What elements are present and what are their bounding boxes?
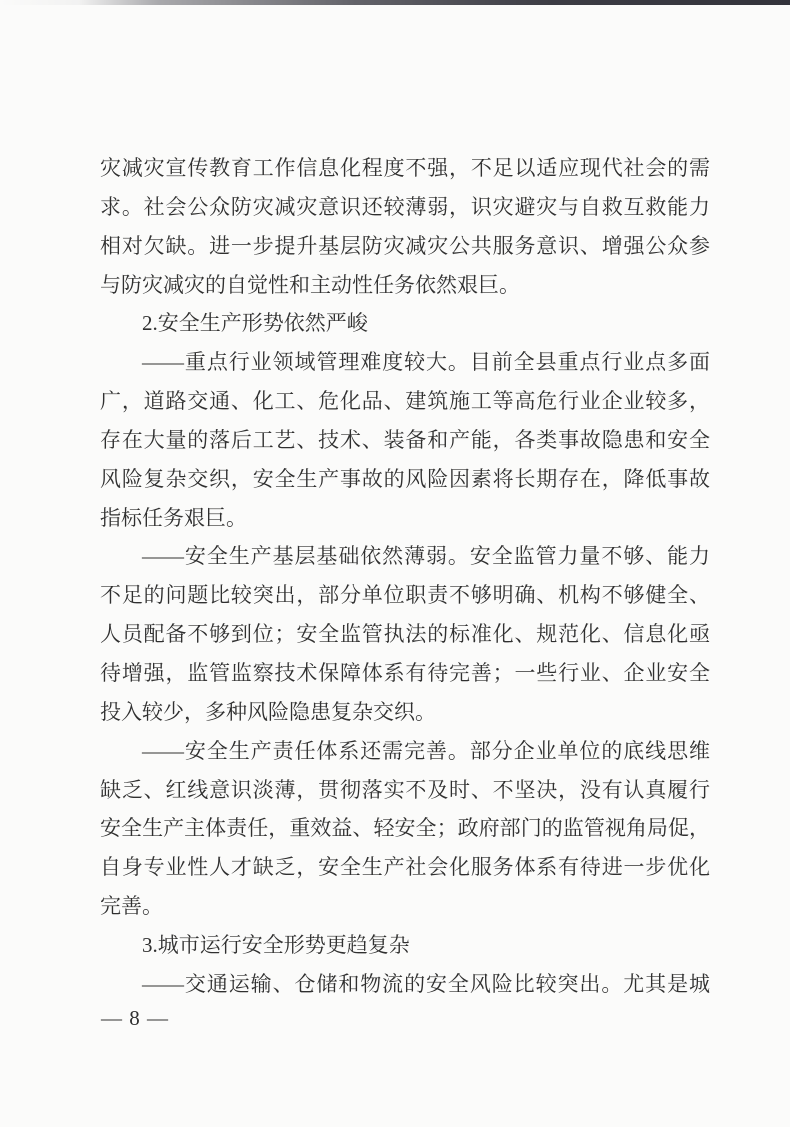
scan-artifact-top-edge <box>0 0 790 5</box>
text-line: 与防灾减灾的自觉性和主动性任务依然艰巨。 <box>100 272 520 297</box>
page-number: — 8 — <box>101 1006 169 1030</box>
text-line: 安全生产主体责任，重效益、轻安全；政府部门的监管视角局促， <box>100 816 710 841</box>
text-line: 风险复杂交织，安全生产事故的风险因素将长期存在，降低事故 <box>100 466 710 491</box>
text-line: 完善。 <box>100 894 163 919</box>
text-line: 待增强，监管监察技术保障体系有待完善；一些行业、企业安全 <box>100 660 710 685</box>
text-line: ——重点行业领域管理难度较大。目前全县重点行业点多面 <box>142 350 710 375</box>
section-heading: 2.安全生产形势依然严峻 <box>142 311 368 336</box>
document-body <box>100 149 710 1004</box>
text-line: 灾减灾宣传教育工作信息化程度不强，不足以适应现代社会的需 <box>100 156 710 180</box>
text-line: ——交通运输、仓储和物流的安全风险比较突出。尤其是城 <box>142 971 710 996</box>
section-heading: 3.城市运行安全形势更趋复杂 <box>142 932 410 957</box>
text-line: 相对欠缺。进一步提升基层防灾减灾公共服务意识、增强公众参 <box>100 233 710 258</box>
text-line: 投入较少，多种风险隐患复杂交织。 <box>100 699 436 724</box>
text-line: ——安全生产基层基础依然薄弱。安全监管力量不够、能力 <box>142 544 710 569</box>
text-line: 存在大量的落后工艺、技术、装备和产能，各类事故隐患和安全 <box>100 427 710 452</box>
text-line: 广，道路交通、化工、危化品、建筑施工等高危行业企业较多， <box>100 389 710 414</box>
text-line: 人员配备不够到位；安全监管执法的标准化、规范化、信息化亟 <box>100 622 710 647</box>
text-line: 自身专业性人才缺乏，安全生产社会化服务体系有待进一步优化 <box>100 855 710 880</box>
text-line: 求。社会公众防灾减灾意识还较薄弱，识灾避灾与自救互救能力 <box>100 194 710 219</box>
text-line: 指标任务艰巨。 <box>100 505 247 530</box>
text-line: 缺乏、红线意识淡薄，贯彻落实不及时、不坚决，没有认真履行 <box>100 777 710 802</box>
text-line: ——安全生产责任体系还需完善。部分企业单位的底线思维 <box>142 738 710 763</box>
text-line: 不足的问题比较突出，部分单位职责不够明确、机构不够健全、 <box>100 583 710 608</box>
